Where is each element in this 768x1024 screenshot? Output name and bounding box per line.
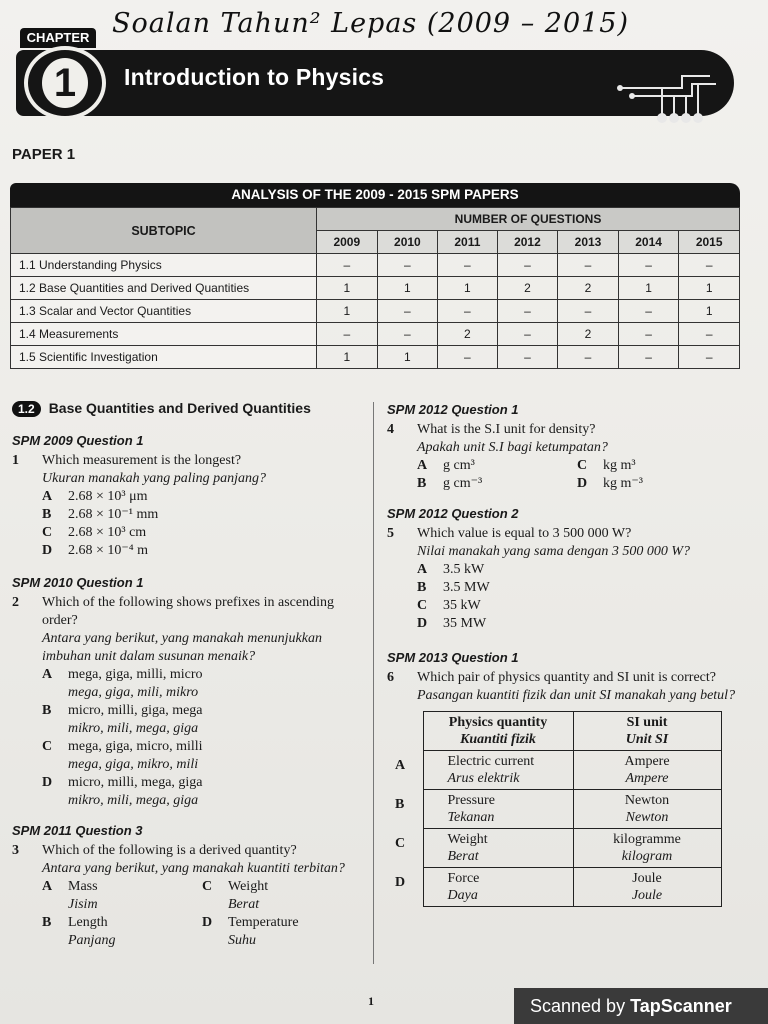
count-cell: – (497, 300, 558, 323)
analysis-grid (10, 207, 740, 369)
quantity-header: Physics quantity Kuantiti fizik (423, 712, 573, 751)
answer-row (389, 751, 721, 790)
question-source: SPM 2009 Question 1 (12, 433, 144, 448)
unit-cell: Joule Joule (573, 868, 721, 907)
analysis-body (11, 254, 740, 369)
count-cell: 2 (497, 277, 558, 300)
circuit-decoration-icon (612, 66, 722, 128)
answer-table (389, 711, 722, 907)
count-cell: – (497, 254, 558, 277)
question-1 (12, 432, 364, 560)
count-cell: 1 (618, 277, 679, 300)
option-c: C mega, giga, micro, milli mega, giga, mikro, mili (42, 739, 203, 772)
option-a: A 3.5 kW (417, 562, 485, 577)
question-text-ms: Antara yang berikut, yang manakah menunjukkan imbuhan unit dalam susunan menaik? (42, 631, 322, 664)
count-cell: – (618, 300, 679, 323)
count-cell: – (558, 254, 619, 277)
year-header: 2011 (438, 231, 497, 254)
year-header: 2009 (317, 231, 378, 254)
count-cell: – (497, 346, 558, 369)
subtopic-cell: 1.1 Understanding Physics (11, 254, 317, 277)
count-cell: – (679, 254, 740, 277)
question-2 (12, 574, 364, 810)
section-badge: 1.2 (12, 401, 41, 417)
question-number: 3 (12, 843, 19, 858)
question-5 (387, 505, 747, 633)
question-number: 2 (12, 595, 19, 610)
option-d: D micro, milli, mega, giga mikro, mili, mega, giga (42, 775, 203, 808)
option-b: B Length Panjang (42, 915, 116, 948)
column-divider (373, 402, 374, 964)
count-cell: 1 (438, 277, 497, 300)
subtopic-cell: 1.4 Measurements (11, 323, 317, 346)
chapter-label: CHAPTER (20, 28, 96, 48)
count-cell: 1 (317, 346, 378, 369)
year-header: 2010 (377, 231, 438, 254)
option-a: A Mass Jisim (42, 879, 98, 912)
count-cell: – (377, 254, 438, 277)
unit-cell: kilogramme kilogram (573, 829, 721, 868)
question-source: SPM 2012 Question 2 (387, 506, 519, 521)
question-text-ms: Nilai manakah yang sama dengan 3 500 000 W? (417, 544, 690, 559)
number-of-questions-header: NUMBER OF QUESTIONS (317, 208, 740, 231)
count-cell: – (618, 254, 679, 277)
count-cell: 2 (438, 323, 497, 346)
year-header: 2014 (618, 231, 679, 254)
question-text-ms: Pasangan kuantiti fizik dan unit SI manakah yang betul? (417, 688, 736, 703)
count-cell: 2 (558, 277, 619, 300)
question-number: 1 (12, 453, 19, 468)
question-text-ms: Ukuran manakah yang paling panjang? (42, 471, 266, 486)
count-cell: – (558, 300, 619, 323)
option-d: D Temperature Suhu (202, 915, 299, 948)
count-cell: 1 (317, 300, 378, 323)
question-text: What is the S.I unit for density? (417, 422, 596, 437)
analysis-title: ANALYSIS OF THE 2009 - 2015 SPM PAPERS (10, 183, 740, 207)
question-6 (387, 649, 749, 907)
option-b: B micro, milli, giga, mega mikro, mili, mega, giga (42, 703, 203, 736)
answer-row (389, 790, 721, 829)
question-source: SPM 2013 Question 1 (387, 650, 519, 665)
option-a: A g cm³ (417, 458, 475, 473)
scanner-watermark: Scanned by TapScanner (514, 988, 768, 1024)
question-number: 5 (387, 526, 394, 541)
count-cell: 1 (377, 346, 438, 369)
count-cell: – (618, 323, 679, 346)
answer-letter: C (395, 835, 406, 851)
question-text: Which value is equal to 3 500 000 W? (417, 526, 632, 541)
answer-letter: B (395, 796, 405, 812)
option-b: B g cm⁻³ (417, 476, 483, 491)
option-b: B 2.68 × 10⁻¹ mm (42, 507, 159, 522)
count-cell: – (618, 346, 679, 369)
section-title-text: Base Quantities and Derived Quantities (48, 400, 311, 416)
chapter-number: 1 (42, 58, 88, 108)
subtopic-cell: 1.2 Base Quantities and Derived Quantities (11, 277, 317, 300)
count-cell: 1 (377, 277, 438, 300)
answer-table-body (389, 751, 721, 907)
count-cell: – (679, 323, 740, 346)
count-cell: – (497, 323, 558, 346)
option-row-1 (417, 457, 747, 475)
question-text-ms: Apakah unit S.I bagi ketumpatan? (417, 440, 608, 455)
question-text: Which of the following shows prefixes in ascending order? (42, 595, 334, 628)
count-cell: – (438, 346, 497, 369)
year-header: 2015 (679, 231, 740, 254)
option-row-2 (42, 914, 364, 950)
question-source: SPM 2012 Question 1 (387, 402, 519, 417)
question-source: SPM 2010 Question 1 (12, 575, 144, 590)
count-cell: – (438, 300, 497, 323)
count-cell: – (438, 254, 497, 277)
count-cell: 1 (679, 300, 740, 323)
quantity-cell: Electric current Arus elektrik (423, 751, 573, 790)
answer-row (389, 829, 721, 868)
unit-header: SI unit Unit SI (573, 712, 721, 751)
answer-letter: A (395, 757, 406, 773)
option-d: D 2.68 × 10⁻⁴ m (42, 543, 149, 558)
count-cell: – (679, 346, 740, 369)
question-text: Which of the following is a derived quantity? (42, 843, 297, 858)
analysis-table (10, 183, 740, 369)
subtopic-cell: 1.5 Scientific Investigation (11, 346, 317, 369)
option-row-1 (42, 878, 364, 914)
question-3 (12, 822, 364, 950)
subtopic-cell: 1.3 Scalar and Vector Quantities (11, 300, 317, 323)
count-cell: – (377, 323, 438, 346)
question-4 (387, 401, 747, 493)
count-cell: 1 (317, 277, 378, 300)
table-row (11, 346, 740, 369)
quantity-cell: Force Daya (423, 868, 573, 907)
count-cell: – (317, 254, 378, 277)
question-number: 4 (387, 422, 394, 437)
answer-row (389, 868, 721, 907)
count-cell: – (377, 300, 438, 323)
unit-cell: Ampere Ampere (573, 751, 721, 790)
option-c: C 2.68 × 10³ cm (42, 525, 147, 540)
count-cell: – (558, 346, 619, 369)
count-cell: 2 (558, 323, 619, 346)
page-number: 1 (368, 994, 374, 1008)
option-d: D kg m⁻³ (577, 476, 643, 491)
option-row-2 (417, 475, 747, 493)
subtopic-header: SUBTOPIC (11, 208, 317, 254)
table-row (11, 300, 740, 323)
option-a: A mega, giga, milli, micro mega, giga, mili, mikro (42, 667, 203, 700)
option-c: C Weight Berat (202, 879, 269, 912)
quantity-cell: Weight Berat (423, 829, 573, 868)
table-row (11, 254, 740, 277)
answer-letter: D (395, 874, 406, 890)
quantity-cell: Pressure Tekanan (423, 790, 573, 829)
option-a: A 2.68 × 10³ μm (42, 489, 148, 504)
count-cell: 1 (679, 277, 740, 300)
option-c: C 35 kW (417, 598, 481, 613)
unit-cell: Newton Newton (573, 790, 721, 829)
option-b: B 3.5 MW (417, 580, 490, 595)
question-source: SPM 2011 Question 3 (12, 823, 143, 838)
chapter-title: Introduction to Physics (124, 64, 385, 90)
section-title (12, 400, 311, 417)
year-header: 2012 (497, 231, 558, 254)
table-row (11, 277, 740, 300)
paper-label: PAPER 1 (12, 146, 76, 163)
table-row (11, 323, 740, 346)
question-text: Which pair of physics quantity and SI unit is correct? (417, 670, 716, 685)
option-c: C kg m³ (577, 458, 636, 473)
question-number: 6 (387, 670, 394, 685)
count-cell: – (317, 323, 378, 346)
chapter-number-circle (24, 46, 106, 120)
question-text: Which measurement is the longest? (42, 453, 242, 468)
option-d: D 35 MW (417, 616, 487, 631)
question-text-ms: Antara yang berikut, yang manakah kuantiti terbitan? (42, 861, 345, 876)
handwritten-note: Soalan Tahun² Lepas (2009 – 2015) (112, 8, 630, 39)
year-header: 2013 (558, 231, 619, 254)
